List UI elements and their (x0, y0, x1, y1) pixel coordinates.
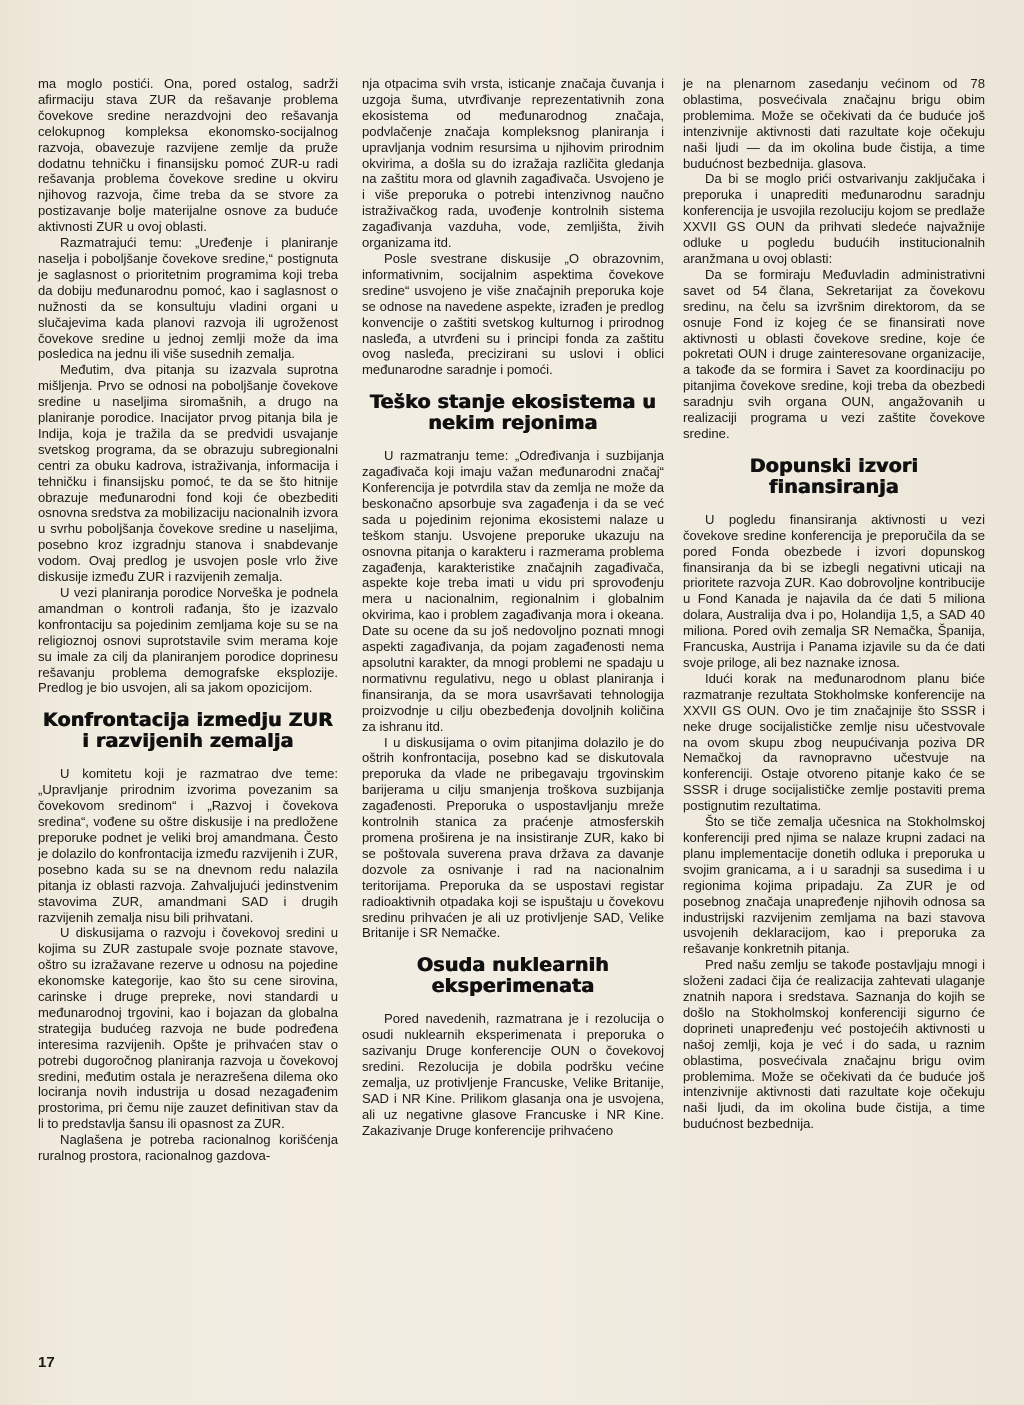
section-heading: Osuda nuklearnih eksperimenata (416, 954, 610, 998)
section-heading: Teško stanje ekosistema u nekim rejonima (369, 391, 657, 435)
paragraph: U pogledu finansiranja aktivnosti u vezi čovekove sredine konferencija je preporučila da se pored Fonda obezbede i izvori dopunskog finansiranja da bi se izbegli negativni uticaji na prioritete razvoja ZUR. Kao dobrovoljne kontribucije u Fond Kanada je najavila da će dati 5 miliona dolara, Australija dva i po, Holandija 1,5, a SAD 40 miliona. Pored ovih zemalja SR Nemačka, Španija, Francuska, Austrija i Panama izjavile su da će dati svoje priloge, ali bez naznake iznosa. (683, 511, 985, 670)
paragraph: U komitetu koji je razmatrao dve teme: „Upravljanje prirodnim izvorima povezanim sa čovekovom sredinom“ i „Razvoj i čovekova sredina“, vođene su oštre diskusije i na predložene preporuke podnet je veliki broj amandmana. Često je dolazilo do konfrontacija između razvijenih i ZUR, posebno kada su se na dnevnom redu nalazila pitanja iz oblasti razvoja. Zahvaljujući jedinstvenim stavovima ZUR, amandmani SAD i drugih razvijenih zemalja nisu bili prihvatani. (38, 766, 338, 925)
page-number: 17 (38, 1354, 55, 1371)
text-column-1 (38, 76, 338, 1164)
paragraph: Idući korak na međunarodnom planu biće razmatranje rezultata Stokholmske konferencije na XXVII GS OUN. Ovo je tim značajnije što SSSR i neke druge socijalističke zemlje nisu učestvovale na ovom skupu zbog neupućivanja poziva DR Nemačkoj da ravnopravno učestvuje na konferenciji. Ostaje otvoreno pitanje kako će se SSSR i druge socijalističke zemlje postaviti prema postignutim rezultatima. (683, 670, 985, 814)
paragraph: Razmatrajući temu: „Uređenje i planiranje naselja i poboljšanje čovekove sredine,“ postignuta je saglasnost o prioritetnim programima koji treba da dobiju međunarodnu pomoć, kao i saglasnost o nužnosti da se konsultuju vladini organi u slučajevima kada planovi razvoja ili ugroženost čovekove sredine u jednoj zemlji može da ima posledica na jednu ili više susednih zemalja. (38, 235, 338, 362)
paragraph: Pred našu zemlju se takođe postavljaju mnogi i složeni zadaci čija će realizacija zahtevati ulaganje znatnih napora i sredstava. Saznanja do kojih se došlo na Stokholmskoj konferenciji sigurno će doprineti unapređenju već postojećih aktivnosti u našoj zemlji, koja je već i do sada, u raznim oblastima, posvećivala značajnu brigu ovim problemima. Može se očekivati da će buduće još intenzivnije aktivnosti dati razultate koje očekuju naši ljudi, da im okolina bude čistija, a time budućnost bezbednija. (683, 957, 985, 1132)
paragraph: Posle svestrane diskusije „O obrazovnim, informativnim, socijalnim aspektima čovekove sredine“ usvojeno je više značajnih preporuka koje se odnose na navedene aspekte, izrađen je predlog konvencije o zaštiti svetskog kulturnog i prirodnog nasleđa, a utvrđeni su i principi fonda za zaštitu ovog nasleđa, precizirani su uslovi i oblici međunarodne saradnje i pomoći. (362, 250, 664, 378)
paragraph: U vezi planiranja porodice Norveška je podnela amandman o kontroli rađanja, što je izazvalo konfrontaciju sa pojedinim zemljama koje su se na religioznoj osnovi suprotstavile svim merama koje su imale za cilj da planiranjem porodice doprinesu rešavanju problema demografske eksplozije. Predlog je bio usvojen, ali sa jakom opozicijom. (38, 585, 338, 696)
paragraph: U razmatranju teme: „Određivanja i suzbijanja zagađivača koji imaju važan međunarodni značaj“ Konferencija je potvrdila stav da zemlja ne može da beskonačno apsorbuje sva zagađenja i da se već sada u pojedinim rejonima ekosistemi nalaze u teškom stanju. Usvojene preporuke ukazuju na osnovna pitanja o karakteru i razmerama problema zagađenja, karakteristike značajnih zagađivača, aspekte koje treba imati u vidu pri sprovođenju mera u nacionalnim, regionalnim i globalnim okvirima, kao i problem zagađivanja mora i okeana. Date su ocene da su još nedovoljno poznati mnogi aspekti zagađivanja, da pojam zagađenosti nema apsolutni karakter, da mnogi problemi ne spadaju u normativnu regulativu, nego u oblast planiranja i finansiranja, da se mora usavršavati tehnologija proizvodnje u cilju obezbeđenja dovoljnih količina za ishranu itd. (362, 448, 664, 734)
paragraph: U diskusijama o razvoju i čovekovoj sredini u kojima su ZUR zastupale svoje poznate stavove, oštro su izražavane rezerve u odnosu na pojedine ekonomske kategorije, kao što su cene sirovina, carinske i druge prepreke, novi standardi u međunarodnoj trgovini, kao i bojazan da globalna strategija budućeg razvoja ne bude podređena interesima razvijenih. Opšte je prihvaćen stav o potrebi dugoročnog planiranja razvoja u čovekovoj sredini, međutim ostala je nerazrešena dilema oko lociranja novih industrija u dosad nezagađenim prostorima, pri čemu nije zauzet definitivan stav da li to predstavlja šansu ili opasnost za ZUR. (38, 925, 338, 1132)
text-column-2 (362, 76, 664, 1139)
section-heading: Dopunski izvori finansiranja (749, 454, 919, 498)
paragraph: Što se tiče zemalja učesnica na Stokholmskoj konferenciji pred njima se nalaze krupni zadaci na planu implementacije donetih odluka i preporuka u svojim granicama, a i u saradnji sa susedima i u regionima kojima pripadaju. Za ZUR je od posebnog značaja unapređenje njihovih odnosa sa industrijski razvijenim zemljama na bazi stavova usvojenih deklaracijom, kao i preporuka za rešavanje konkretnih pitanja. (683, 814, 985, 957)
paragraph: je na plenarnom zasedanju većinom od 78 oblastima, posvećivala značajnu brigu obim problemima. Može se očekivati da će buduće još intenzivnije aktivnosti dati razultate koje očekuju naši ljudi — da im okolina bude čistija, a time budućnost bezbednija. glasova. (683, 76, 985, 171)
section-heading: Konfrontacija izmedju ZUR i razvijenih zemalja (42, 709, 334, 753)
paragraph: nja otpacima svih vrsta, isticanje značaja čuvanja i uzgoja šuma, utvrđivanje reprezentativnih zona ekosistema od međunarodnog značaja, podvlačenje značaja kompleksnog planiranja i upravljanja vodnim resursima u njihovim prirodnim okvirima, a došla su do izražaja različita gledanja na zaštitu mora od glavnih zagađivača. Usvojeno je i više preporuka o potrebi intenzivnog naučno istraživačkog rada, uvođenje kontrolnih sistema zagađivanja vazduha, vode, zemljišta, živih organizama itd. (362, 76, 664, 251)
paragraph: ma moglo postići. Ona, pored ostalog, sadrži afirmaciju stava ZUR da rešavanje problema čovekove sredine nerazdvojni deo rešavanja celokupnog kompleksa ekonomsko-socijalnog razvoja, obavezuje razvijene zemlje da pruže dodatnu tehničku i finansijsku pomoć ZUR-u radi rešavanja problema čovekove sredine u okviru njihovog razvoja, čime treba da se stvore za postizavanje bolje materijalne osnove za buduće aktivnosti ZUR u ovoj oblasti. (38, 76, 338, 235)
text-column-3 (683, 76, 985, 1132)
paragraph: Da se formiraju Međuvladin administrativni savet od 54 člana, Sekretarijat za čovekovu sredinu, na čelu sa izvršnim direktorom, da se osnuje Fond iz kojeg će se finansirati nove aktivnosti u oblasti čovekove sredine, koje će pokretati OUN i druge zainteresovane organizacije, a takođe da se formira i Savet za koordinaciju po pitanjima čovekove sredine, koji treba da obezbedi saradnju svih organa OUN, angažovanih u realizaciji programa u vezi zaštite čovekove sredine. (683, 266, 985, 441)
paragraph: Međutim, dva pitanja su izazvala suprotna mišljenja. Prvo se odnosi na poboljšanje čovekove sredine u naseljima siromašnih, a drugo na planiranje porodice. Inacijator prvog pitanja bila je Indija, koja je tražila da se predvidi usvajanje svetskog programa, da se obrazuju subregionalni centri za obuku kadrova, istraživanja, informacija i tehničku i finansijsku pomoć, te da se što hitnije obrazuje međunarodni fond koji će obezbediti osnovna sredstva za mobilizaciju nacionalnih izvora u svrhu poboljšanja čovekove sredine u naseljima, posebno kroz izgradnju stanova i snabdevanje vodom. Ovaj predlog je usvojen posle vrlo žive diskusije između ZUR i razvijenih zemalja. (38, 362, 338, 585)
paragraph: Da bi se moglo prići ostvarivanju zaključaka i preporuka i unaprediti međunarodnu saradnju konferencija je usvojila rezoluciju kojom se predlaže XXVII GS OUN da prihvati sledeće najvažnije odluke u pogledu budućih institucionalnih aranžmana u ovoj oblasti: (683, 171, 985, 266)
paragraph: Pored navedenih, razmatrana je i rezolucija o osudi nuklearnih eksperimenata i preporuka o sazivanju Druge konferencije OUN o čovekovoj sredini. Rezolucija je dobila podršku većine zemalja, uz protivljenje Francuske, Velike Britanije, SAD i NR Kine. Prilikom glasanja ona je usvojena, ali uz negativne glasove Francuske i NR Kine. Zakazivanje Druge konferencije prihvaćeno (362, 1011, 664, 1138)
paragraph: Naglašena je potreba racionalnog korišćenja ruralnog prostora, racionalnog gazdova- (38, 1132, 338, 1164)
paragraph: I u diskusijama o ovim pitanjima dolazilo je do oštrih konfrontacija, posebno kad se diskutovala preporuka da vlade ne pribegavaju trgovinskim barijerama u cilju smanjenja troškova suzbijanja zagađenosti. Preporuka o uspostavljanju mreže kontrolnih stanica za praćenje atmosferskih promena proširena je na insistiranje ZUR, kako bi se poštovala suverena prava država za davanje dozvole za osnivanje i rad na nacionalnim teritorijama. Preporuka da se uspostavi registar radioaktivnih otpadaka koji se ispuštaju u čovekovu sredinu prihvaćen je ali uz protivljenje SAD, Velike Britanije i SR Nemačke. (362, 734, 664, 941)
